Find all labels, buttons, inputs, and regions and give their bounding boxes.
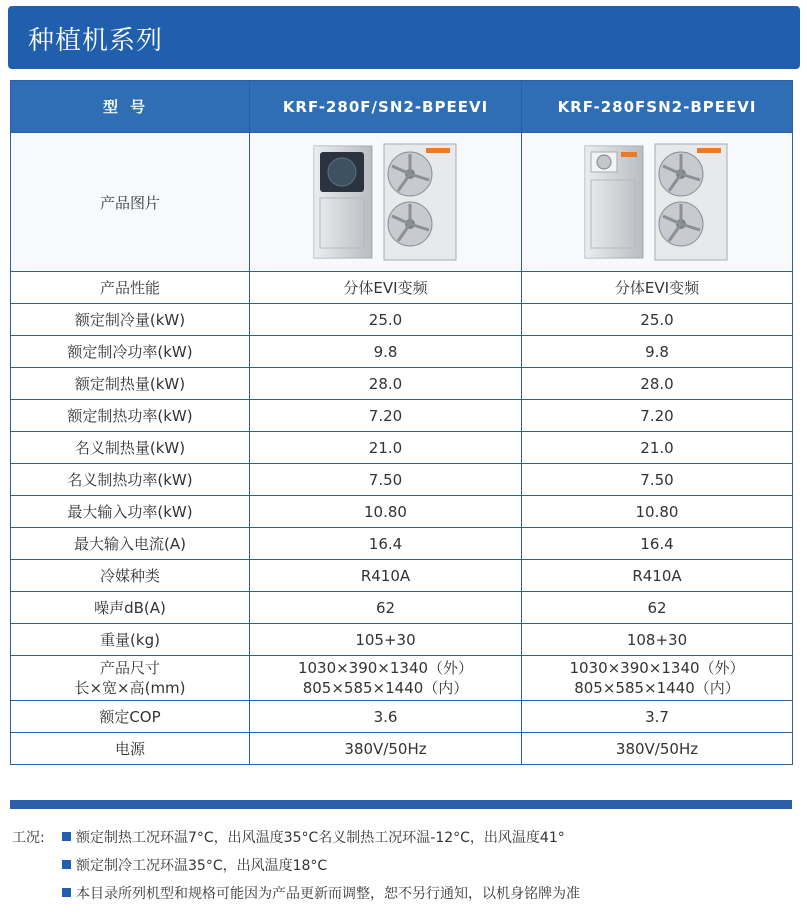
table-row — [11, 560, 793, 592]
row-label: 产品性能 — [11, 272, 250, 304]
table-row — [11, 432, 793, 464]
row-value: 7.50 — [522, 464, 793, 496]
row-value — [522, 656, 793, 701]
row-value: 21.0 — [250, 432, 522, 464]
table-row — [11, 336, 793, 368]
spec-table — [10, 80, 793, 765]
table-row — [11, 733, 793, 765]
note-text: 额定制冷工况环温35°C，出风温度18°C — [76, 858, 328, 874]
row-label: 最大输入功率(kW) — [11, 496, 250, 528]
notes-lead: 工况: — [12, 830, 45, 846]
size-row — [11, 656, 793, 701]
size-outdoor: 1030×390×1340（外） — [569, 659, 745, 677]
row-value: 7.50 — [250, 464, 522, 496]
row-label: 噪声dB(A) — [11, 592, 250, 624]
row-label: 额定制热功率(kW) — [11, 400, 250, 432]
heat-pump-units-image — [577, 140, 737, 264]
row-value: 25.0 — [250, 304, 522, 336]
table-row — [11, 496, 793, 528]
bullet-icon — [62, 832, 71, 841]
table-header-row — [11, 81, 793, 133]
row-value: 9.8 — [250, 336, 522, 368]
row-label: 名义制热量(kW) — [11, 432, 250, 464]
table-row — [11, 624, 793, 656]
row-value: 10.80 — [250, 496, 522, 528]
table-row — [11, 464, 793, 496]
series-header — [8, 6, 800, 69]
size-indoor: 805×585×1440（内） — [574, 679, 740, 697]
table-row — [11, 400, 793, 432]
row-label: 重量(kg) — [11, 624, 250, 656]
row-label: 额定制热量(kW) — [11, 368, 250, 400]
table-row — [11, 592, 793, 624]
note-text: 额定制热工况环温7°C，出风温度35°C名义制热工况环温-12°C，出风温度41° — [76, 830, 565, 846]
table-bottom-band — [10, 800, 792, 809]
heat-pump-units-image — [306, 140, 466, 264]
product-image-2 — [522, 133, 793, 272]
table-row — [11, 368, 793, 400]
bullet-icon — [62, 888, 71, 897]
series-title: 种植机系列 — [28, 26, 164, 56]
row-value: 10.80 — [522, 496, 793, 528]
row-label: 额定制冷量(kW) — [11, 304, 250, 336]
table-row — [11, 272, 793, 304]
row-value: R410A — [250, 560, 522, 592]
row-value: 3.6 — [250, 701, 522, 733]
model-name-1: KRF-280F/SN2-BPEEVI — [250, 81, 522, 133]
row-value: 7.20 — [250, 400, 522, 432]
row-value: 16.4 — [250, 528, 522, 560]
row-value: 分体EVI变频 — [250, 272, 522, 304]
row-value: 380V/50Hz — [250, 733, 522, 765]
size-label-line2: 长×宽×高(mm) — [74, 679, 186, 697]
note-text: 本目录所列机型和规格可能因为产品更新而调整，恕不另行通知，以机身铭牌为准 — [76, 886, 580, 902]
row-value: 28.0 — [522, 368, 793, 400]
note-item — [62, 827, 565, 847]
product-image-row — [11, 133, 793, 272]
row-value: 16.4 — [522, 528, 793, 560]
row-value: 108+30 — [522, 624, 793, 656]
row-value — [250, 656, 522, 701]
row-value: R410A — [522, 560, 793, 592]
row-label: 额定COP — [11, 701, 250, 733]
product-image-1 — [250, 133, 522, 272]
size-indoor: 805×585×1440（内） — [302, 679, 469, 697]
row-label: 电源 — [11, 733, 250, 765]
row-value: 62 — [250, 592, 522, 624]
row-label: 额定制冷功率(kW) — [11, 336, 250, 368]
row-value: 62 — [522, 592, 793, 624]
row-value: 25.0 — [522, 304, 793, 336]
row-value: 3.7 — [522, 701, 793, 733]
row-value: 105+30 — [250, 624, 522, 656]
model-label-header: 型号 — [11, 81, 250, 133]
row-value: 分体EVI变频 — [522, 272, 793, 304]
row-value: 9.8 — [522, 336, 793, 368]
row-value: 28.0 — [250, 368, 522, 400]
bullet-icon — [62, 860, 71, 869]
note-item — [62, 855, 327, 875]
table-row — [11, 701, 793, 733]
row-value: 380V/50Hz — [522, 733, 793, 765]
row-label: 冷媒种类 — [11, 560, 250, 592]
row-value: 21.0 — [522, 432, 793, 464]
row-label: 产品图片 — [11, 133, 250, 272]
size-outdoor: 1030×390×1340（外） — [297, 659, 474, 677]
size-label-line1: 产品尺寸 — [99, 659, 160, 677]
table-row — [11, 528, 793, 560]
row-label: 最大输入电流(A) — [11, 528, 250, 560]
note-item — [62, 883, 580, 903]
row-value: 7.20 — [522, 400, 793, 432]
table-row — [11, 304, 793, 336]
model-name-2: KRF-280FSN2-BPEEVI — [522, 81, 793, 133]
row-label: 名义制热功率(kW) — [11, 464, 250, 496]
row-label — [11, 656, 250, 701]
